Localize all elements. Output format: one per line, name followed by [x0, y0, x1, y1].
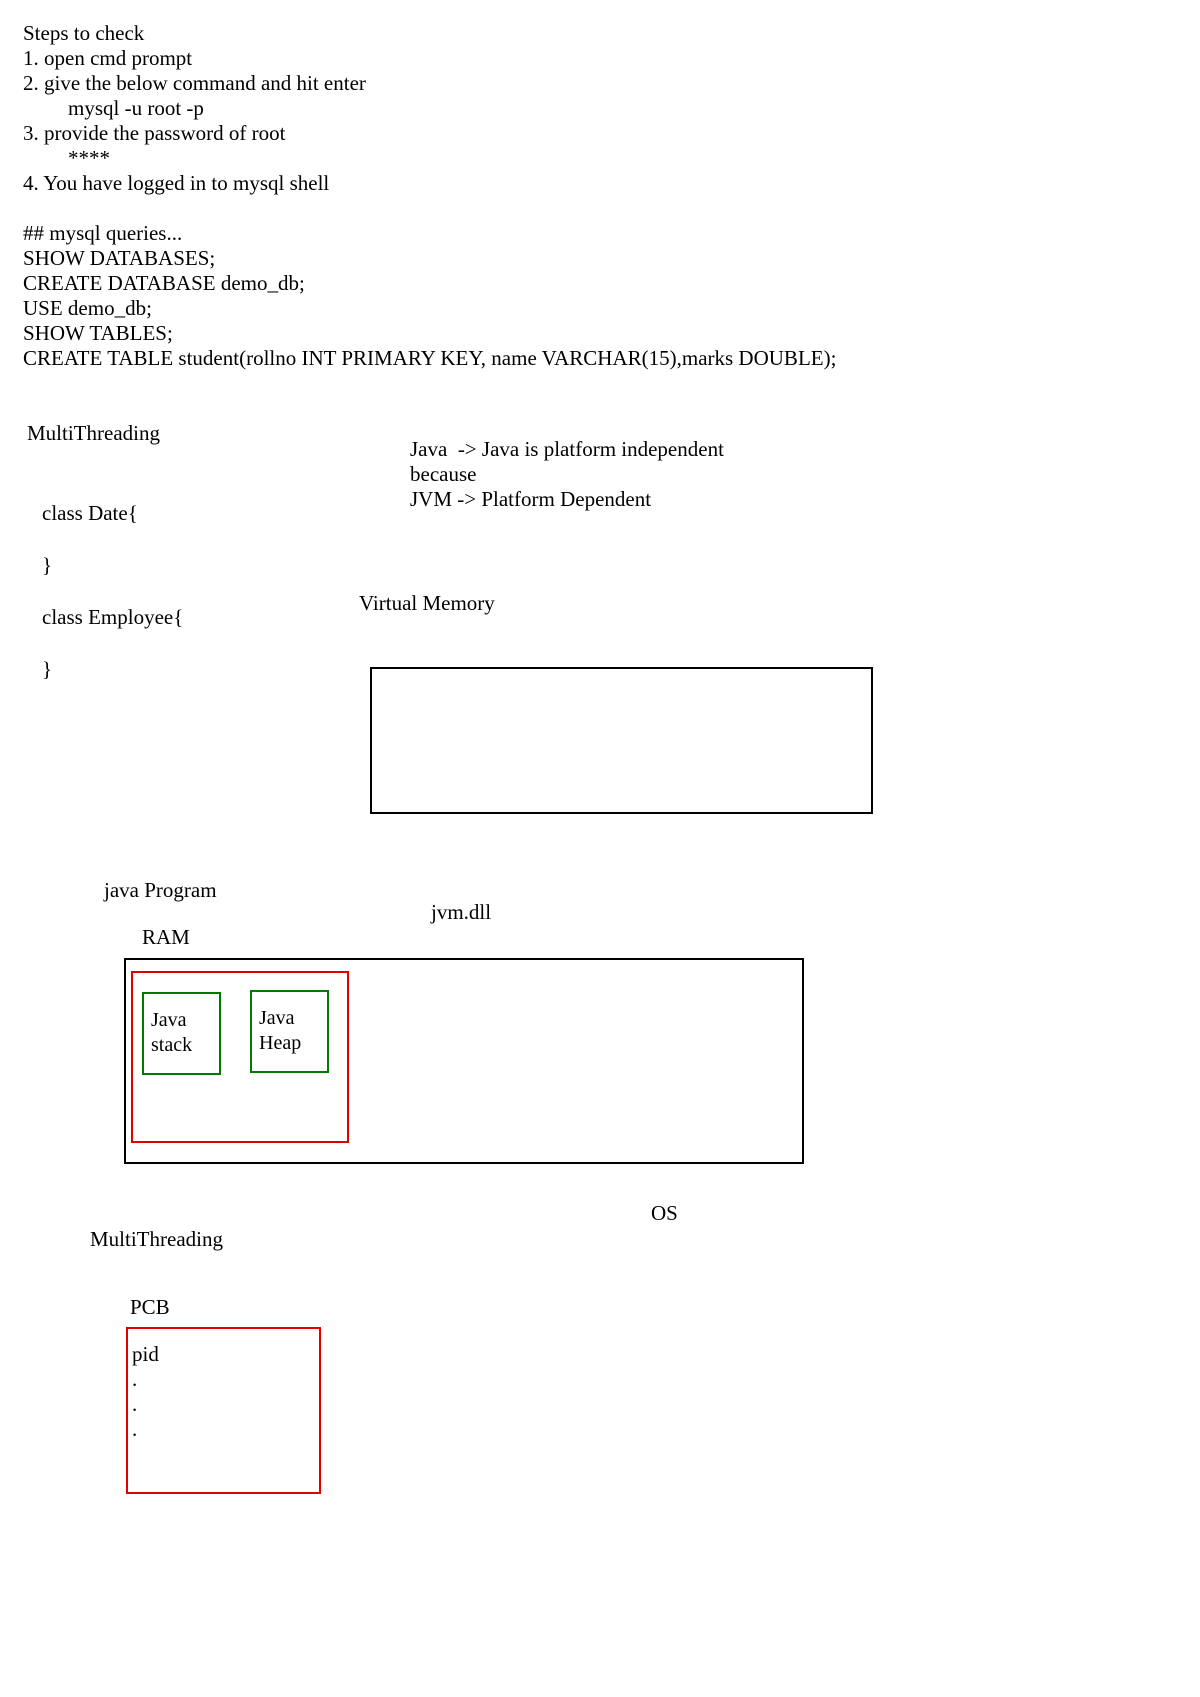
- pcb-dot: .: [132, 1417, 138, 1441]
- jvm-dll-label: jvm.dll: [431, 900, 492, 924]
- os-label: OS: [651, 1201, 678, 1225]
- java-program-label: java Program: [104, 878, 217, 902]
- java-note-line-2: because: [410, 462, 477, 486]
- pcb-box: [126, 1327, 321, 1494]
- pcb-dot: .: [132, 1367, 138, 1391]
- step-3-password: ****: [68, 146, 110, 170]
- pcb-dot: .: [132, 1392, 138, 1416]
- class-date-open: class Date{: [42, 501, 138, 525]
- multithreading-heading-bottom: MultiThreading: [90, 1227, 223, 1251]
- java-note-line-1: Java -> Java is platform independent: [410, 437, 724, 461]
- pcb-pid: pid: [132, 1342, 159, 1366]
- class-employee-open: class Employee{: [42, 605, 184, 629]
- java-note-line-3: JVM -> Platform Dependent: [410, 487, 652, 511]
- virtual-memory-box: [370, 667, 873, 814]
- pcb-label: PCB: [130, 1295, 170, 1319]
- java-stack-box: [142, 992, 221, 1075]
- step-1: 1. open cmd prompt: [23, 46, 193, 70]
- java-stack-label: Java stack: [151, 1009, 193, 1056]
- step-2-command: mysql -u root -p: [68, 96, 204, 120]
- ram-label: RAM: [142, 925, 190, 949]
- class-date-close: }: [42, 553, 53, 577]
- query-line: CREATE DATABASE demo_db;: [23, 271, 305, 295]
- step-4: 4. You have logged in to mysql shell: [23, 171, 330, 195]
- multithreading-heading-top: MultiThreading: [27, 421, 160, 445]
- virtual-memory-label: Virtual Memory: [359, 591, 495, 615]
- query-line: USE demo_db;: [23, 296, 152, 320]
- query-line: SHOW TABLES;: [23, 321, 173, 345]
- step-3: 3. provide the password of root: [23, 121, 286, 145]
- query-line: CREATE TABLE student(rollno INT PRIMARY KEY, name VARCHAR(15),marks DOUBLE);: [23, 346, 837, 370]
- class-employee-close: }: [42, 657, 53, 681]
- query-line: SHOW DATABASES;: [23, 246, 216, 270]
- queries-heading: ## mysql queries...: [23, 221, 183, 245]
- steps-heading: Steps to check: [23, 21, 145, 45]
- step-2: 2. give the below command and hit enter: [23, 71, 366, 95]
- java-heap-label: Java Heap: [259, 1007, 302, 1054]
- java-heap-box: [250, 990, 329, 1073]
